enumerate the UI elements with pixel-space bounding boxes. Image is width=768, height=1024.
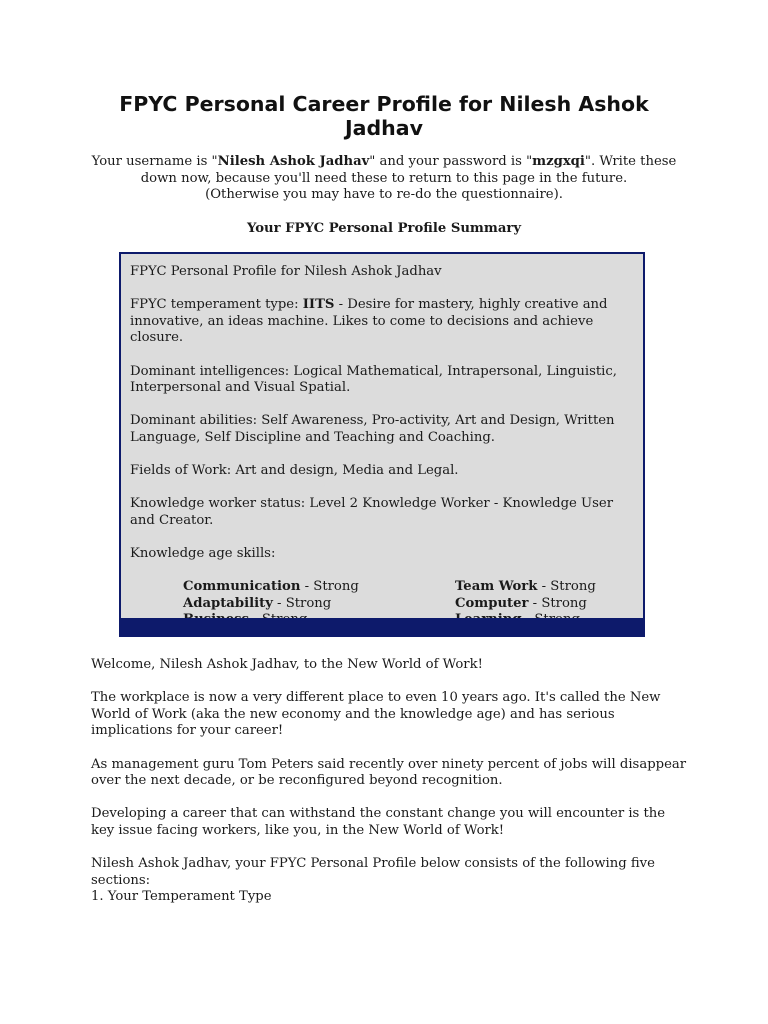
password-value: mzgxqi (532, 154, 585, 169)
skill-item (455, 596, 587, 613)
skill-item (455, 579, 596, 596)
skill-name: Communication (183, 579, 301, 595)
profile-summary-box (119, 252, 645, 637)
intro-section (91, 657, 691, 906)
skill-level: - Strong (272, 595, 332, 611)
page-title: FPYC Personal Career Profile for Nilesh Ashok Jadhav (119, 92, 649, 140)
summary-footer-bar (121, 618, 643, 635)
skill-item (183, 596, 331, 613)
skill-name: Adaptability (183, 595, 273, 611)
temperament-description: - Desire for mastery, highly creative and innovative, an ideas machine. Likes to come to decisions and achieve closure. (130, 297, 608, 346)
skill-name: Computer (455, 595, 529, 611)
credentials-paragraph (90, 154, 678, 204)
temperament-label: FPYC temperament type: (130, 297, 303, 313)
credentials-middle: " and your password is " (369, 154, 533, 169)
credentials-prefix: Your username is " (91, 154, 218, 169)
abilities-text: Dominant abilities: Self Awareness, Pro-activity, Art and Design, Written Language, Self Discipline and Teaching and Coaching. (130, 413, 615, 445)
body-paragraph: As management guru Tom Peters said recently over ninety percent of jobs will disappear over the next decade, or be reconfigured beyond recognition. (91, 756, 687, 789)
skill-name: Team Work (455, 579, 538, 595)
body-paragraph: Nilesh Ashok Jadhav, your FPYC Personal Profile below consists of the following five sections: (91, 856, 655, 888)
username-value: Nilesh Ashok Jadhav (217, 154, 370, 169)
profile-summary-content (130, 264, 638, 629)
fields-of-work-text: Fields of Work: Art and design, Media and Legal. (130, 463, 459, 479)
temperament-paragraph (130, 297, 638, 347)
skills-label: Knowledge age skills: (130, 546, 276, 562)
skill-level: - Strong (528, 595, 587, 611)
skills-row (130, 579, 638, 596)
summary-heading: Your FPYC Personal Profile Summary (246, 221, 521, 236)
skill-level: - Strong (300, 579, 359, 595)
body-paragraph: The workplace is now a very different place to even 10 years ago. It's called the New World of Work (aka the new economy and the knowledge age) and has serious implications for your career! (91, 690, 661, 739)
body-paragraph: Developing a career that can withstand the constant change you will encounter is the key issue facing workers, like you, in the New World of Work! (91, 806, 666, 838)
skill-level: - Strong (537, 579, 596, 595)
skill-item (183, 579, 359, 596)
worker-status-text: Knowledge worker status: Level 2 Knowledge Worker - Knowledge User and Creator. (130, 496, 614, 528)
intelligences-text: Dominant intelligences: Logical Mathematical, Intrapersonal, Linguistic, Interpersonal and Visual Spatial. (130, 363, 617, 396)
profile-for-text: FPYC Personal Profile for Nilesh Ashok Jadhav (130, 264, 442, 279)
skills-row (130, 596, 638, 613)
list-item: 1. Your Temperament Type (91, 889, 272, 905)
credentials-note: (Otherwise you may have to re-do the questionnaire). (205, 187, 563, 203)
temperament-type: IITS (302, 297, 335, 313)
welcome-paragraph: Welcome, Nilesh Ashok Jadhav, to the New World of Work! (91, 657, 483, 672)
credentials-suffix: ". Write these down now, because you'll need these to return to this page in the future. (140, 154, 677, 186)
